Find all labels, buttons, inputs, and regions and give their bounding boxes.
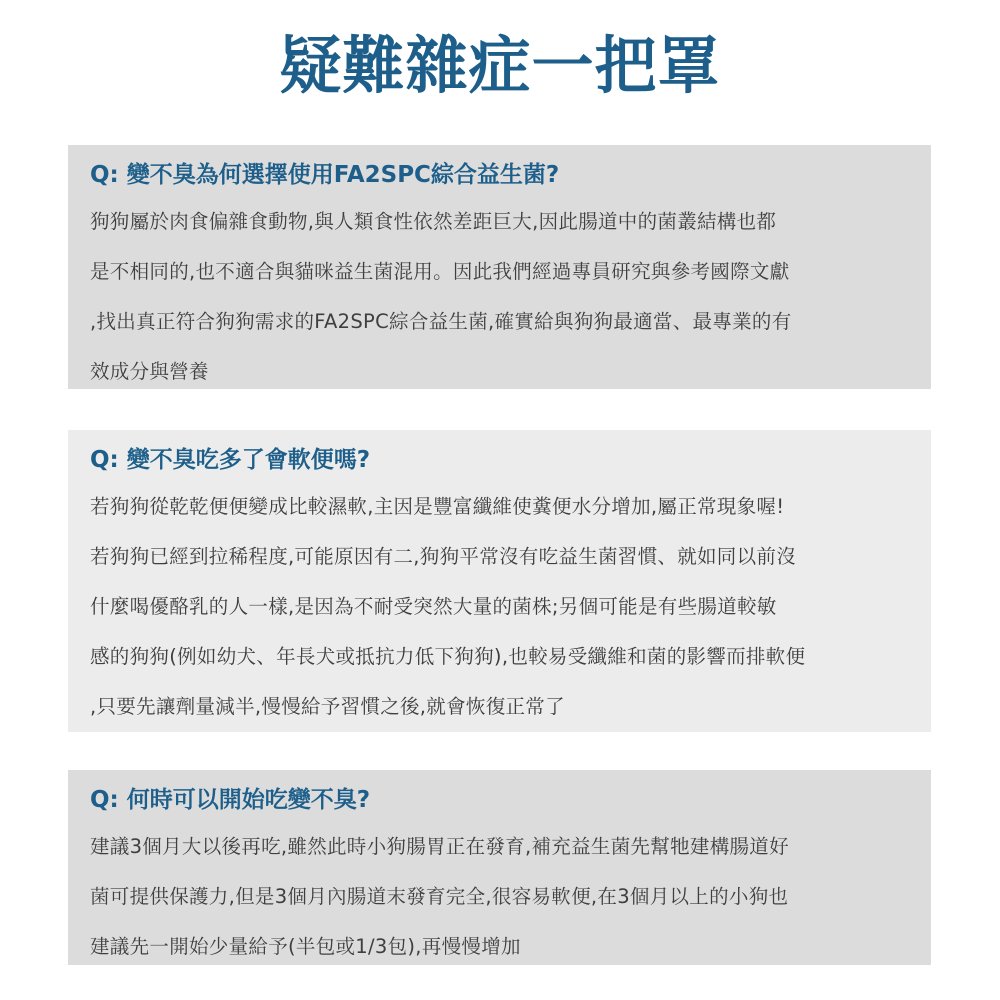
faq-item-why-fa2spc (68, 145, 931, 389)
answer-line: 建議先一開始少量給予(半包或1/3包),再慢慢增加 (90, 935, 521, 958)
faq-question: Q: 何時可以開始吃變不臭? (90, 787, 371, 813)
answer-line: 建議3個月大以後再吃,雖然此時小狗腸胃正在發育,補充益生菌先幫牠建構腸道好 (90, 835, 789, 858)
answer-line: 效成分與營養 (90, 360, 209, 383)
answer-line: 菌可提供保護力,但是3個月內腸道末發育完全,很容易軟便,在3個月以上的小狗也 (90, 885, 789, 908)
answer-line: 是不相同的,也不適合與貓咪益生菌混用。因此我們經過專員研究與參考國際文獻 (90, 260, 790, 283)
faq-question: Q: 變不臭吃多了會軟便嗎? (90, 447, 371, 473)
answer-line: 什麼喝優酪乳的人一樣,是因為不耐受突然大量的菌株;另個可能是有些腸道較敏 (90, 595, 777, 618)
answer-line: ,只要先讓劑量減半,慢慢給予習慣之後,就會恢復正常了 (90, 695, 565, 718)
answer-line: 若狗狗已經到拉稀程度,可能原因有二,狗狗平常沒有吃益生菌習慣、就如同以前沒 (90, 545, 796, 568)
faq-answer (90, 822, 911, 972)
faq-item-soft-stool (68, 430, 931, 732)
answer-line: 狗狗屬於肉食偏雜食動物,與人類食性依然差距巨大,因此腸道中的菌叢結構也都 (90, 210, 777, 233)
page-title: 疑難雜症一把罩 (279, 29, 721, 102)
answer-line: 感的狗狗(例如幼犬、年長犬或抵抗力低下狗狗),也較易受纖維和菌的影響而排軟便 (90, 645, 806, 668)
faq-item-when-to-start (68, 770, 931, 965)
faq-question: Q: 變不臭為何選擇使用FA2SPC綜合益生菌? (90, 162, 560, 188)
answer-line: 若狗狗從乾乾便便變成比較濕軟,主因是豐富纖維使糞便水分增加,屬正常現象喔! (90, 495, 785, 518)
faq-answer (90, 482, 911, 732)
faq-answer (90, 197, 911, 397)
answer-line: ,找出真正符合狗狗需求的FA2SPC綜合益生菌,確實給與狗狗最適當、最專業的有 (90, 310, 792, 333)
